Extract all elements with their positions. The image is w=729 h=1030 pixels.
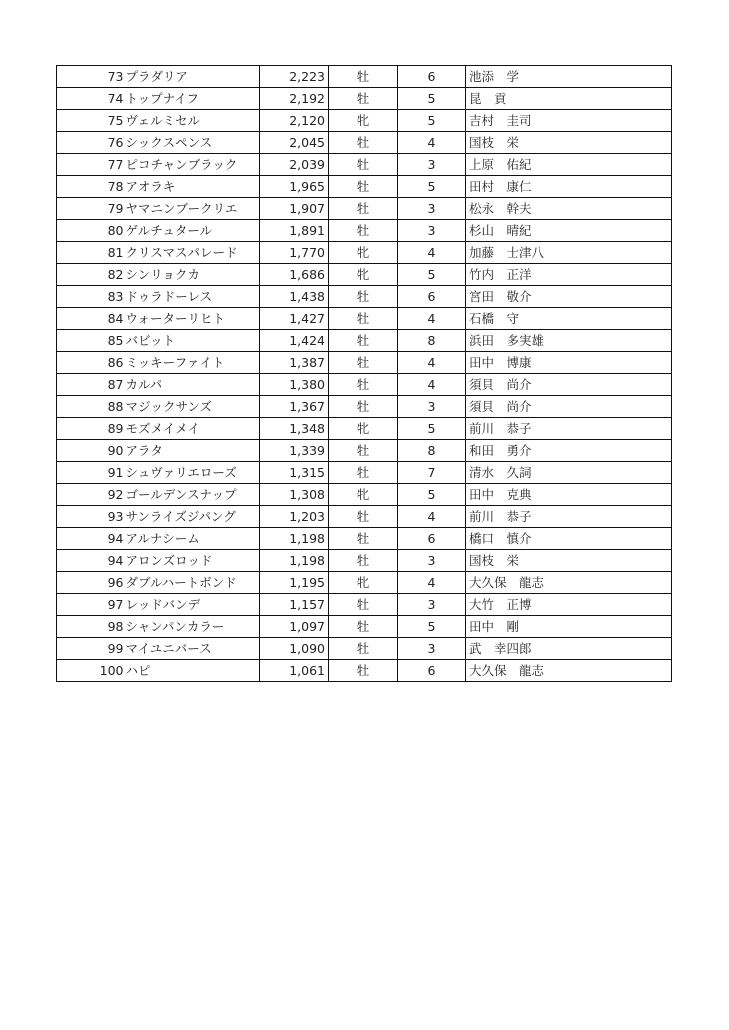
horse-name-cell xyxy=(125,528,260,550)
rank-cell-text: 80 xyxy=(107,223,124,238)
trainer-cell: 須貝 尚介 xyxy=(466,396,672,418)
rank-cell xyxy=(57,528,125,550)
rank-cell-text: 84 xyxy=(107,311,124,326)
points-cell: 1,424 xyxy=(260,330,329,352)
rank-cell-text: 94 xyxy=(107,531,124,546)
horse-name-cell-text: ドゥラドーレス xyxy=(125,289,213,304)
sex-cell: 牡 xyxy=(329,352,398,374)
trainer-cell: 武 幸四郎 xyxy=(466,638,672,660)
trainer-cell: 大久保 龍志 xyxy=(466,572,672,594)
rank-cell xyxy=(57,660,125,682)
sex-cell: 牡 xyxy=(329,660,398,682)
horse-name-cell-text: クリスマスパレード xyxy=(125,245,238,260)
age-cell: 3 xyxy=(398,198,466,220)
trainer-cell: 和田 勇介 xyxy=(466,440,672,462)
sex-cell: 牡 xyxy=(329,176,398,198)
points-cell: 1,195 xyxy=(260,572,329,594)
sex-cell: 牡 xyxy=(329,396,398,418)
horse-name-cell xyxy=(125,176,260,198)
trainer-cell: 田中 博康 xyxy=(466,352,672,374)
rank-cell-text: 85 xyxy=(107,333,124,348)
table-row xyxy=(57,132,672,154)
horse-name-cell-text: シックスペンス xyxy=(125,135,213,150)
rank-cell-text: 99 xyxy=(107,641,124,656)
age-cell: 4 xyxy=(398,132,466,154)
rank-cell xyxy=(57,110,125,132)
rank-cell-text: 76 xyxy=(107,135,124,150)
rank-cell xyxy=(57,176,125,198)
rank-cell-text: 73 xyxy=(107,69,124,84)
table-row xyxy=(57,286,672,308)
sex-cell: 牝 xyxy=(329,418,398,440)
horse-name-cell-text: ピコチャンブラック xyxy=(125,157,238,172)
age-cell: 7 xyxy=(398,462,466,484)
sex-cell: 牡 xyxy=(329,330,398,352)
age-cell: 4 xyxy=(398,374,466,396)
age-cell: 6 xyxy=(398,66,466,88)
age-cell: 4 xyxy=(398,242,466,264)
horse-name-cell xyxy=(125,88,260,110)
age-cell: 8 xyxy=(398,440,466,462)
rank-cell xyxy=(57,352,125,374)
age-cell: 5 xyxy=(398,484,466,506)
horse-name-cell xyxy=(125,110,260,132)
table-row xyxy=(57,264,672,286)
rank-cell-text: 88 xyxy=(107,399,124,414)
table-row xyxy=(57,550,672,572)
age-cell: 5 xyxy=(398,616,466,638)
table-row xyxy=(57,242,672,264)
trainer-cell: 橋口 慎介 xyxy=(466,528,672,550)
rank-cell-text: 98 xyxy=(107,619,124,634)
horse-name-cell xyxy=(125,506,260,528)
horse-name-cell-text: ハピ xyxy=(125,663,151,678)
horse-name-cell xyxy=(125,198,260,220)
trainer-cell: 田中 剛 xyxy=(466,616,672,638)
points-cell: 1,090 xyxy=(260,638,329,660)
points-cell: 1,387 xyxy=(260,352,329,374)
horse-name-cell xyxy=(125,616,260,638)
horse-name-cell xyxy=(125,154,260,176)
ranking-table-body xyxy=(57,66,672,682)
rank-cell xyxy=(57,220,125,242)
horse-name-cell-text: サンライズジパング xyxy=(125,509,236,524)
rank-cell xyxy=(57,330,125,352)
horse-name-cell xyxy=(125,308,260,330)
points-cell: 1,339 xyxy=(260,440,329,462)
horse-name-cell xyxy=(125,242,260,264)
sex-cell: 牝 xyxy=(329,242,398,264)
rank-cell-text: 77 xyxy=(107,157,124,172)
rank-cell-text: 89 xyxy=(107,421,124,436)
table-row xyxy=(57,462,672,484)
rank-cell xyxy=(57,462,125,484)
age-cell: 5 xyxy=(398,418,466,440)
points-cell: 2,045 xyxy=(260,132,329,154)
rank-cell-text: 74 xyxy=(107,91,124,106)
horse-name-cell-text: マジックサンズ xyxy=(125,399,213,414)
rank-cell xyxy=(57,638,125,660)
horse-name-cell-text: バビット xyxy=(125,333,176,348)
rank-cell-text: 91 xyxy=(107,465,124,480)
age-cell: 3 xyxy=(398,396,466,418)
rank-cell xyxy=(57,550,125,572)
trainer-cell: 池添 学 xyxy=(466,66,672,88)
trainer-cell: 大竹 正博 xyxy=(466,594,672,616)
age-cell: 6 xyxy=(398,660,466,682)
rank-cell xyxy=(57,66,125,88)
sex-cell: 牡 xyxy=(329,616,398,638)
table-row xyxy=(57,154,672,176)
age-cell: 6 xyxy=(398,528,466,550)
rank-cell-text: 83 xyxy=(107,289,124,304)
horse-name-cell-text: アオラキ xyxy=(125,179,176,194)
age-cell: 4 xyxy=(398,308,466,330)
trainer-cell: 国枝 栄 xyxy=(466,132,672,154)
trainer-cell: 前川 恭子 xyxy=(466,506,672,528)
horse-name-cell xyxy=(125,594,260,616)
sex-cell: 牡 xyxy=(329,286,398,308)
rank-cell-text: 92 xyxy=(107,487,124,502)
table-row xyxy=(57,308,672,330)
horse-name-cell-text: レッドバンデ xyxy=(125,597,201,612)
horse-name-cell-text: ゲルチュタール xyxy=(125,223,213,238)
horse-name-cell xyxy=(125,418,260,440)
points-cell: 1,198 xyxy=(260,550,329,572)
horse-name-cell xyxy=(125,550,260,572)
rank-cell xyxy=(57,396,125,418)
points-cell: 1,907 xyxy=(260,198,329,220)
sex-cell: 牡 xyxy=(329,220,398,242)
trainer-cell: 松永 幹夫 xyxy=(466,198,672,220)
points-cell: 1,965 xyxy=(260,176,329,198)
sex-cell: 牡 xyxy=(329,198,398,220)
horse-name-cell-text: カルパ xyxy=(125,377,163,392)
points-cell: 1,198 xyxy=(260,528,329,550)
horse-name-cell xyxy=(125,396,260,418)
table-row xyxy=(57,506,672,528)
trainer-cell: 浜田 多実雄 xyxy=(466,330,672,352)
points-cell: 2,039 xyxy=(260,154,329,176)
table-row xyxy=(57,484,672,506)
sex-cell: 牝 xyxy=(329,484,398,506)
age-cell: 3 xyxy=(398,638,466,660)
trainer-cell: 大久保 龍志 xyxy=(466,660,672,682)
sex-cell: 牡 xyxy=(329,638,398,660)
table-row xyxy=(57,110,672,132)
table-row xyxy=(57,198,672,220)
sex-cell: 牝 xyxy=(329,572,398,594)
sex-cell: 牡 xyxy=(329,308,398,330)
table-row xyxy=(57,440,672,462)
table-row xyxy=(57,638,672,660)
age-cell: 4 xyxy=(398,352,466,374)
rank-cell xyxy=(57,484,125,506)
trainer-cell: 吉村 圭司 xyxy=(466,110,672,132)
points-cell: 1,686 xyxy=(260,264,329,286)
rank-cell-text: 86 xyxy=(107,355,124,370)
rank-cell-text: 81 xyxy=(107,245,124,260)
horse-name-cell-text: シンリョクカ xyxy=(125,267,200,282)
trainer-cell: 昆 貢 xyxy=(466,88,672,110)
horse-name-cell-text: ゴールデンスナップ xyxy=(125,487,237,502)
trainer-cell: 清水 久詞 xyxy=(466,462,672,484)
horse-name-cell xyxy=(125,330,260,352)
horse-name-cell-text: ウォーターリヒト xyxy=(125,311,226,326)
table-row xyxy=(57,396,672,418)
rank-cell-text: 93 xyxy=(107,509,124,524)
horse-name-cell xyxy=(125,638,260,660)
table-row xyxy=(57,572,672,594)
trainer-cell: 国枝 栄 xyxy=(466,550,672,572)
horse-name-cell xyxy=(125,440,260,462)
age-cell: 3 xyxy=(398,594,466,616)
table-row xyxy=(57,176,672,198)
rank-cell-text: 75 xyxy=(107,113,124,128)
trainer-cell: 宮田 敬介 xyxy=(466,286,672,308)
points-cell: 2,223 xyxy=(260,66,329,88)
age-cell: 3 xyxy=(398,154,466,176)
horse-name-cell-text: アラタ xyxy=(125,443,163,458)
trainer-cell: 竹内 正洋 xyxy=(466,264,672,286)
table-row xyxy=(57,594,672,616)
rank-cell-text: 97 xyxy=(107,597,124,612)
table-row xyxy=(57,374,672,396)
horse-name-cell-text: モズメイメイ xyxy=(125,421,200,436)
trainer-cell: 杉山 晴紀 xyxy=(466,220,672,242)
points-cell: 1,061 xyxy=(260,660,329,682)
trainer-cell: 加藤 士津八 xyxy=(466,242,672,264)
rank-cell xyxy=(57,88,125,110)
points-cell: 1,367 xyxy=(260,396,329,418)
sex-cell: 牡 xyxy=(329,66,398,88)
points-cell: 1,315 xyxy=(260,462,329,484)
rank-cell xyxy=(57,198,125,220)
table-row xyxy=(57,88,672,110)
table-row xyxy=(57,352,672,374)
table-row xyxy=(57,616,672,638)
points-cell: 1,770 xyxy=(260,242,329,264)
points-cell: 1,097 xyxy=(260,616,329,638)
points-cell: 1,891 xyxy=(260,220,329,242)
sex-cell: 牡 xyxy=(329,132,398,154)
rank-cell-text: 90 xyxy=(107,443,124,458)
rank-cell-text: 94 xyxy=(107,553,124,568)
horse-name-cell-text: ダブルハートボンド xyxy=(125,575,237,590)
age-cell: 4 xyxy=(398,572,466,594)
trainer-cell: 須貝 尚介 xyxy=(466,374,672,396)
trainer-cell: 前川 恭子 xyxy=(466,418,672,440)
rank-cell xyxy=(57,132,125,154)
sex-cell: 牡 xyxy=(329,440,398,462)
table-row xyxy=(57,66,672,88)
trainer-cell: 石橋 守 xyxy=(466,308,672,330)
horse-name-cell-text: シュヴァリエローズ xyxy=(125,465,237,480)
horse-name-cell-text: マイユニバース xyxy=(125,641,212,656)
rank-cell-text: 79 xyxy=(107,201,124,216)
trainer-cell: 田村 康仁 xyxy=(466,176,672,198)
rank-cell xyxy=(57,506,125,528)
age-cell: 5 xyxy=(398,176,466,198)
ranking-table xyxy=(56,65,672,682)
rank-cell-text: 96 xyxy=(107,575,124,590)
horse-name-cell xyxy=(125,660,260,682)
age-cell: 3 xyxy=(398,550,466,572)
horse-name-cell-text: トップナイフ xyxy=(125,91,199,106)
points-cell: 2,192 xyxy=(260,88,329,110)
points-cell: 1,157 xyxy=(260,594,329,616)
age-cell: 4 xyxy=(398,506,466,528)
rank-cell xyxy=(57,242,125,264)
horse-name-cell-text: シャンパンカラー xyxy=(125,619,225,634)
age-cell: 5 xyxy=(398,264,466,286)
points-cell: 1,203 xyxy=(260,506,329,528)
sex-cell: 牡 xyxy=(329,462,398,484)
sex-cell: 牝 xyxy=(329,110,398,132)
table-row xyxy=(57,418,672,440)
table-row xyxy=(57,220,672,242)
horse-name-cell xyxy=(125,220,260,242)
horse-name-cell-text: ヤマニンブークリエ xyxy=(125,201,238,216)
rank-cell-text: 87 xyxy=(107,377,124,392)
age-cell: 5 xyxy=(398,88,466,110)
sex-cell: 牡 xyxy=(329,88,398,110)
trainer-cell: 田中 克典 xyxy=(466,484,672,506)
horse-name-cell-text: ミッキーファイト xyxy=(125,355,225,370)
rank-cell-text: 82 xyxy=(107,267,124,282)
horse-name-cell xyxy=(125,462,260,484)
sex-cell: 牝 xyxy=(329,264,398,286)
rank-cell-text: 78 xyxy=(107,179,124,194)
points-cell: 1,348 xyxy=(260,418,329,440)
sex-cell: 牡 xyxy=(329,528,398,550)
points-cell: 1,380 xyxy=(260,374,329,396)
table-row xyxy=(57,528,672,550)
horse-name-cell xyxy=(125,264,260,286)
table-row xyxy=(57,660,672,682)
sex-cell: 牡 xyxy=(329,506,398,528)
age-cell: 6 xyxy=(398,286,466,308)
rank-cell xyxy=(57,286,125,308)
age-cell: 5 xyxy=(398,110,466,132)
horse-name-cell xyxy=(125,66,260,88)
horse-name-cell-text: ヴェルミセル xyxy=(125,113,201,128)
horse-name-cell xyxy=(125,286,260,308)
rank-cell xyxy=(57,374,125,396)
rank-cell xyxy=(57,264,125,286)
horse-name-cell-text: アロンズロッド xyxy=(125,553,213,568)
rank-cell xyxy=(57,616,125,638)
rank-cell-text: 100 xyxy=(99,663,124,678)
points-cell: 1,308 xyxy=(260,484,329,506)
rank-cell xyxy=(57,308,125,330)
rank-cell xyxy=(57,440,125,462)
horse-name-cell xyxy=(125,484,260,506)
age-cell: 8 xyxy=(398,330,466,352)
trainer-cell: 上原 佑紀 xyxy=(466,154,672,176)
horse-name-cell xyxy=(125,352,260,374)
rank-cell xyxy=(57,154,125,176)
sex-cell: 牡 xyxy=(329,550,398,572)
rank-cell xyxy=(57,594,125,616)
horse-name-cell-text: プラダリア xyxy=(125,69,188,84)
horse-name-cell-text: アルナシーム xyxy=(125,531,200,546)
rank-cell xyxy=(57,572,125,594)
sex-cell: 牡 xyxy=(329,154,398,176)
sex-cell: 牡 xyxy=(329,374,398,396)
horse-name-cell xyxy=(125,374,260,396)
rank-cell xyxy=(57,418,125,440)
sex-cell: 牡 xyxy=(329,594,398,616)
age-cell: 3 xyxy=(398,220,466,242)
horse-name-cell xyxy=(125,572,260,594)
table-row xyxy=(57,330,672,352)
horse-name-cell xyxy=(125,132,260,154)
points-cell: 1,438 xyxy=(260,286,329,308)
points-cell: 1,427 xyxy=(260,308,329,330)
points-cell: 2,120 xyxy=(260,110,329,132)
